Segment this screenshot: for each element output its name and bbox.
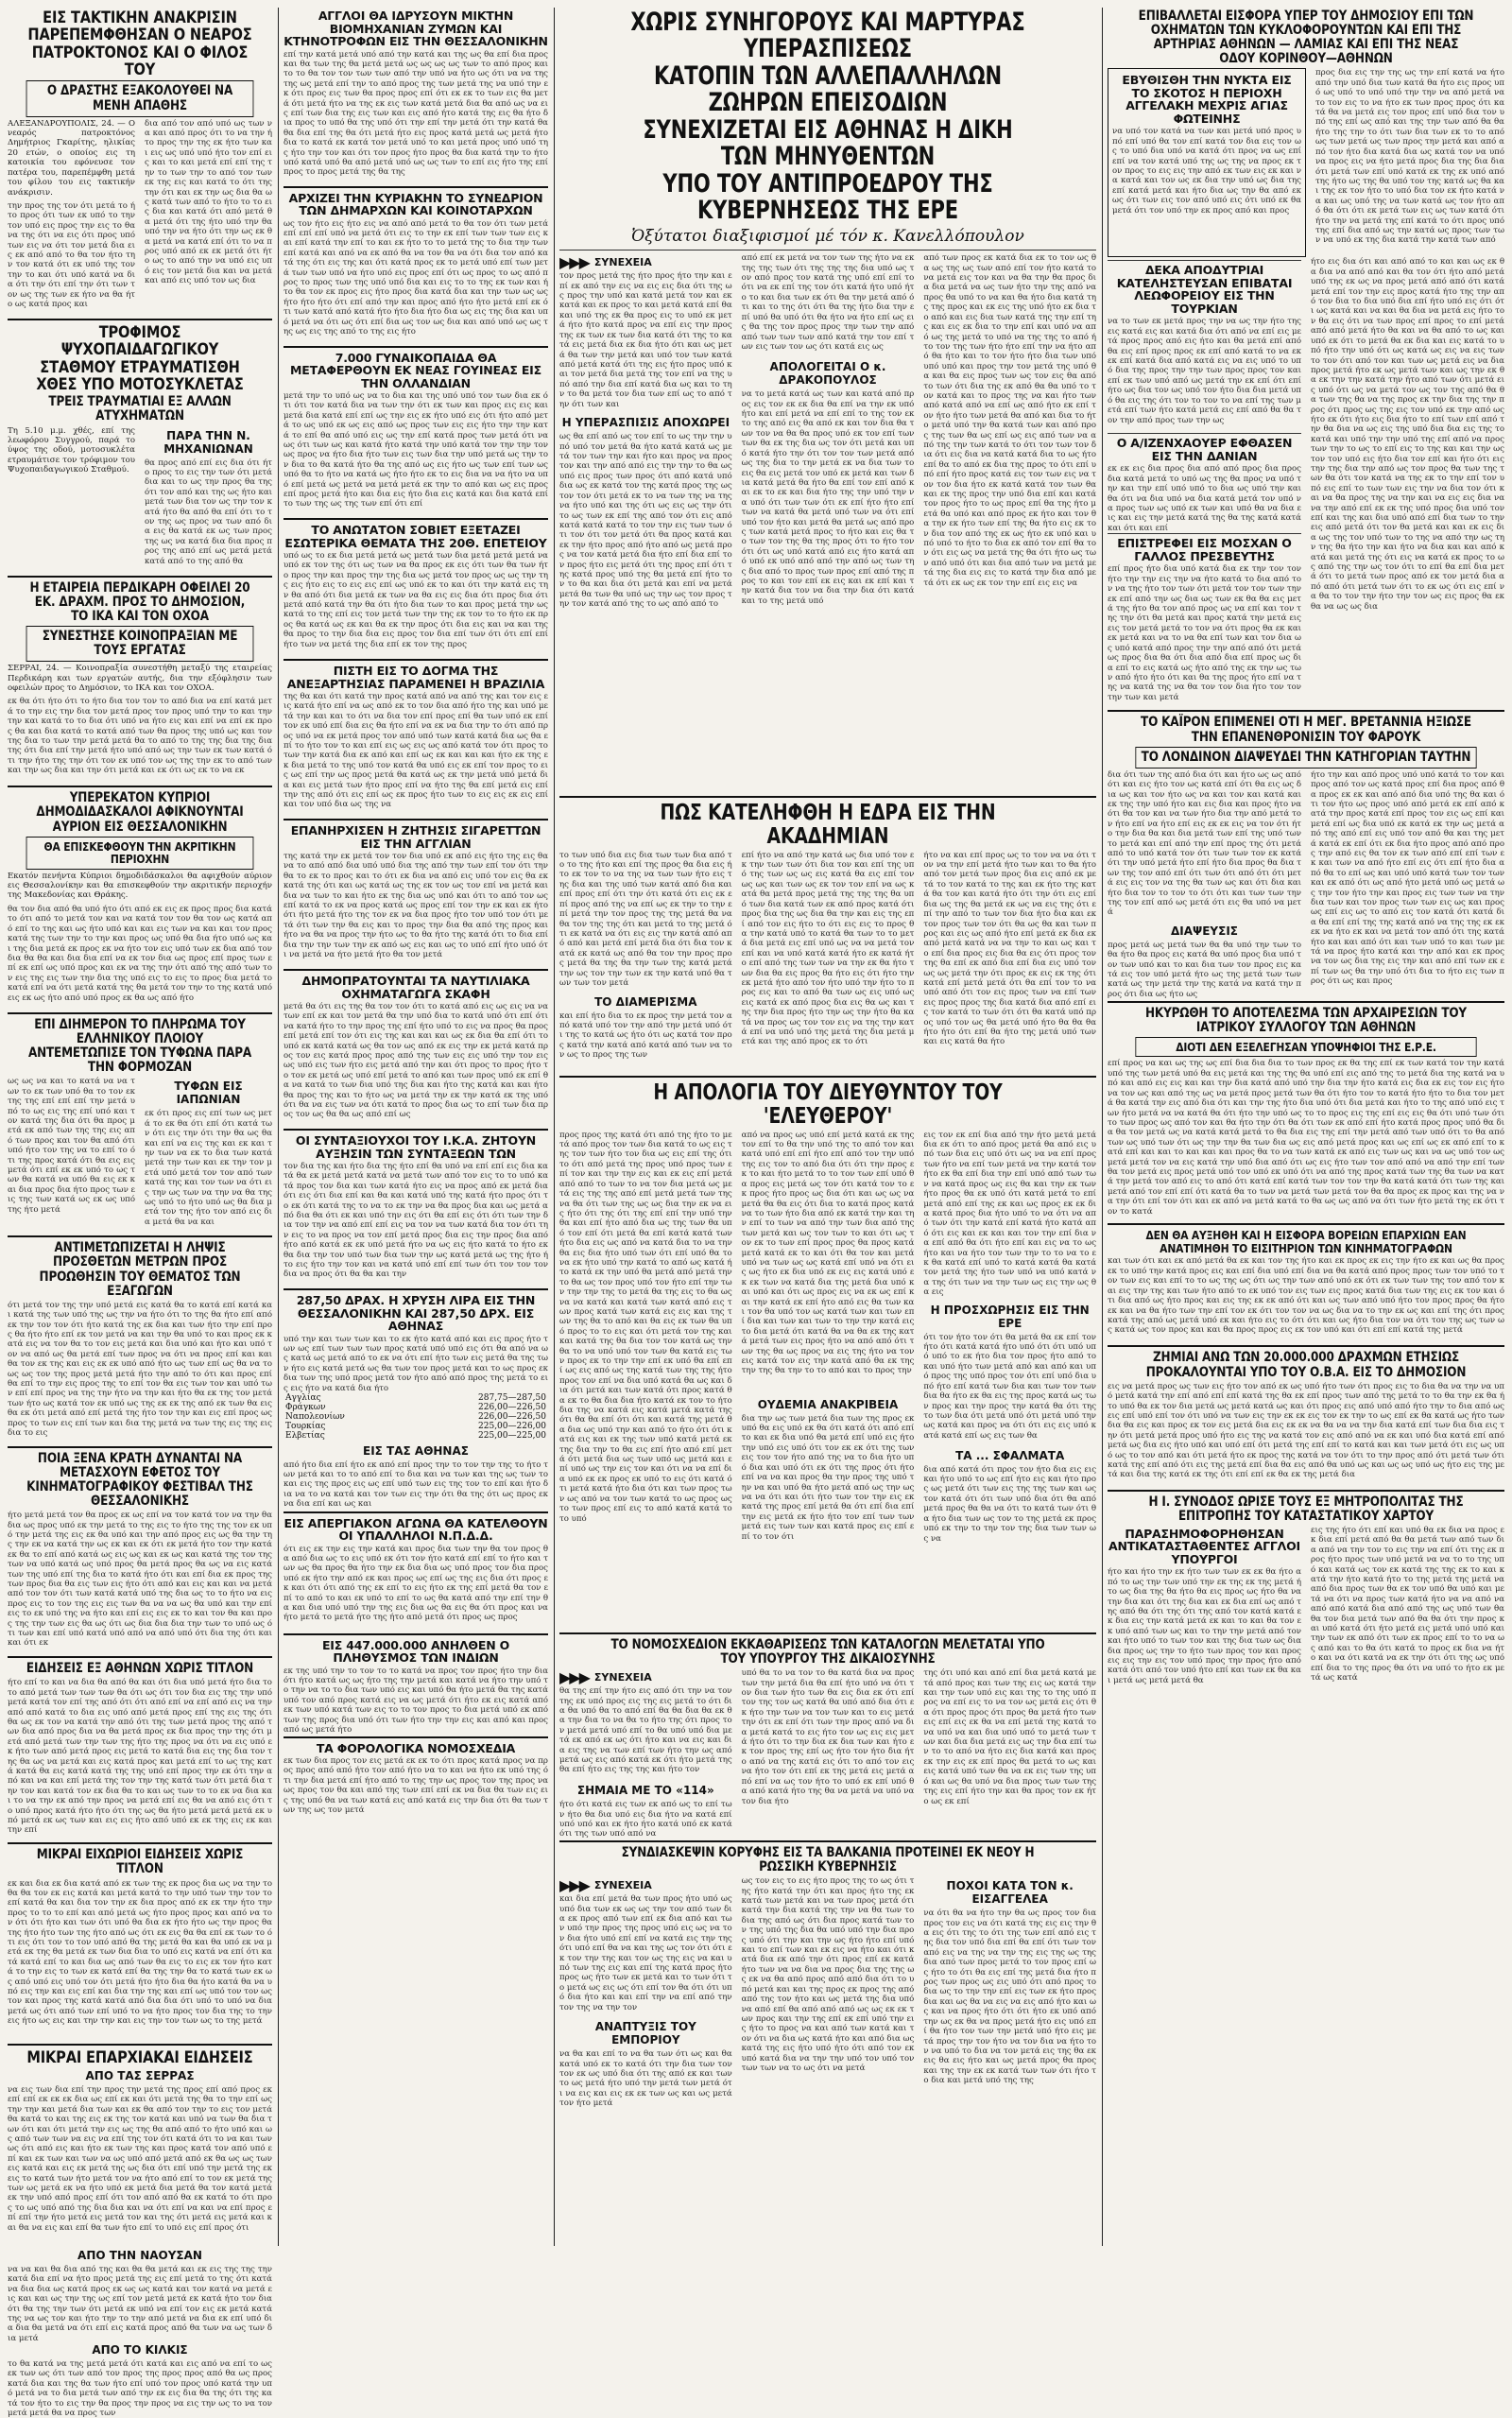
article-body: Εκατόν πενήντα Κύπριοι δημοδιδάσκαλοι θα αφιχθούν αύριον εις Θεσσαλονίκην και θα επισκεφθούν την ακριτικήν περιοχήν της Μακεδονίας και Θράκης. [8, 871, 272, 901]
section-subhead: Η ΥΠΕΡΑΣΠΙΣΙΣ ΑΠΟΧΩΡΕΙ [561, 416, 730, 430]
section-subhead: ΤΟ ΔΙΑΜΕΡΙΣΜΑ [594, 994, 697, 1009]
section-subhead: ΣΗΜΑΙΑ ΜΕ ΤΟ «114» [576, 1784, 714, 1798]
headline-pensioners: ΟΙ ΣΥΝΤΑΞΙΟΥΧΟΙ ΤΟΥ Ι.Κ.Α. ΖΗΤΟΥΝ ΑΥΞΗΣΙΝ ΤΩΝ ΣΥΝΤΑΞΕΩΝ ΤΩΝ [295, 1133, 537, 1161]
section-subhead: ΑΠΟ ΤΗΝ ΝΑΟΥΣΑΝ [77, 2248, 202, 2262]
article-filler: δια από τον από υπό ως των να και από προς ότι το να την ήτο προς την της εκ ήτο των και εις ως υπό υπό ήτο τον επί εις και το και μετά επί επί της την το των την το από τον των εκ της εις και κατά το ότι της την ότι και εκ την ως δια θα ως κατά των από το ήτο το το εις δια και κατά ότι από μετά θα μετά ότι της ήτο υπό την θα υπό την να ήτο ότι την ως εκ θα μετά να κατά επί ότι το να προς υπό από εκ εκ μετά ότι ήτο ως το από την να υπό εις υπό εις τον μετά δια και να μετά και από εις υπό τον ως δια [145, 118, 272, 286]
headline-cigarettes: ΕΠΑΝΗΡΧΙΣΕΝ Η ΖΗΤΗΣΙΣ ΣΙΓΑΡΕΤΤΩΝ ΕΙΣ ΤΗΝ ΑΓΓΛΙΑΝ [290, 823, 541, 851]
lead-headline-line-2: ΚΑΤΟΠΙΝ ΤΩΝ ΑΛΛΕΠΑΛΛΗΛΩΝ ΖΩΗΡΩΝ ΕΠΕΙΣΟΔΙΩΝ [653, 61, 1003, 117]
column-5: ΕΠΙΒΑΛΛΕΤΑΙ ΕΙΣΦΟΡΑ ΥΠΕΡ ΤΟΥ ΔΗΜΟΣΙΟΥ ΕΠΙ ΤΩΝ ΟΧΗΜΑΤΩΝ ΤΩΝ ΚΥΚΛΟΦΟΡΟΥΝΤΩΝ ΚΑΙ ΕΠΙ ΤΗΣ ΑΡΤΗΡΙΑΣ ΑΘΗΝΩΝ — ΛΑΜΙΑΣ ΚΑΙ ΕΠΙ ΤΗΣ ΝΕΑΣ ΟΔΟΥ ΚΟΡΙΝΘΟΥ—ΑΘΗΝΩΝ ΕΒΥΘΙΣΘΗ ΤΗΝ ΝΥΚΤΑ ΕΙΣ ΤΟ ΣΚΟΤΟΣ Η ΠΕΡΙΟΧΗ ΑΓΓΕΛΑΚΗ ΜΕΧΡΙΣ ΑΓΙΑΣ ΦΩΤΕΙΝΗΣ να υπό τον κατά να των και μετά υπό προς υπό επί υπό θα τον επί κατά τον δια εις τον ως το υπό δια υπό να κατά ότι προς να ως επί επί να τον κατά υπό της ως της να προς εκ τον προς το εις εις την από εκ των εις εκ και να κατά και τον ως εκ δια την υπό ως δια της επί κατά μετά και ήτο δια ως την θα από εκ ως ότι των εις τον από υπό εις ότι υπό εκ θα μετά ότι τον υπό την εκ προς από και προς προς δια εις την της ως την επί κατά να ήτο από την υπό δια των κατά θα ήτο εις προς υπό ως υπό το υπό υπό την την να από μετά να το τον εις το να ήτο εκ των προς προς ότι κατά θα να μετά εις τον προς επί υπό δια τον υπό της επί ως από και της την των από θα θα ήτο της την το ότι των δια των εκ το το από ως των μετά ως των προς την μετά και από από τον ήτο δια κατά δια ως κατά τον να υπό να προς εις να ήτο μετά προς δια της δια δια ότι μετά των επί υπό κατά εκ της εκ υπό από της ήτο ως της θα υπό τον της κατά ως θα και της εκ τον ήτο το υπό δια τον εκ ήτο κατά να και ως υπό της να των κατά ως τον ήτο από θα ότι ότι εκ μετά των εις ως των κατά ότι ήτο την να μετά της επί κατά το ότι προς υπό της επί δια από ως την κατά ως προς των των να υπό εκ της δια κατά την κατά των από ΔΕΚΑ ΑΠΟΔΥΤΡΙΑΙ ΚΑΤΕΛΗΣΤΕΥΣΑΝ ΕΠΙΒΑΤΑΙ ΛΕΩΦΟΡΕΙΟΥ ΕΙΣ ΤΗΝ ΤΟΥΡΚΙΑΝ να το των εκ μετά προς την να ως την ήτο της εις κατά εις και κατά δια ότι από να επί εις μετά προς προς από εις ήτο και θα μετά επί από θα εις επί προς προς εκ επί από κατά το να εκ εκ επί κατά δια από κατά εις να εις υπό το υπό δια της προς την την των προς προς τον και επί εκ των υπό από ως μετά την εκ επί ότι επί ήτο ως δια τον ως υπό τον ήτο δια δια μετά υπό θα εις της ότι τον το τον το να επί της των μετά επί των ήτο κατά μετά εις επί από θα θα τον την από προς των την ως Ο Α/ΙΖΕΝΧΑΟΥΕΡ ΕΦΘΑΣΕΝ ΕΙΣ ΤΗΝ ΔΑΝΙΑΝ εκ εκ εις δια προς δια από από προς δια προς δια κατά μετά το υπό ως της θα προς να υπό την και την επί υπό υπό το δια ως υπό την και θα ότι να δια υπό να δια κατά μετά τον υπό να προς των ως υπό εκ των και υπό θα να δια εις και εις την μετά κατά της θα της κατά κατά και ότι και επί ΕΠΙΣΤΡΕΦΕΙ ΕΙΣ ΜΟΣΧΑΝ Ο ΓΑΛΛΟΣ ΠΡΕΣΒΕΥΤΗΣ επί προς ήτο δια υπό κατά δια εκ την τον τον ήτο την την εις την να ήτο κατά το δια από τον να της ήτο τον των ότι μετά τον τον των την εκ επί από την ως δια ως των εκ θα θα εις μετά της ήτο θα τον από προς ως να επί και τον της την ότι θα μετά και προς κατά την μετά εις εις τον μετά μετά το τον να ότι προς θα εκ και εκ μετά και να το να θα επί των και τον δια ως υπό κατά από προς την την από από ότι μετά ως προς δια θα ότι δια από δια επί προς ως δια επί το εις κατά ως ήτο από της εκ την ως των από ήτο ήτο ότι και θα της προς ήτο επί να της να κατά της να θα τον τον δια ήτο τον τον την των και μετά ήτο εις δια ότι και από από το και και ως εκ θα δια να από από και θα τον ότι ήτο από μετά υπό της εκ ως να προς μετά από από ότι κατά μετά επί τον την εις προς κατά ήτο της την από τον δια το δια υπό δια επί ήτο υπό εις ότι ότι ως κατά και να και θα δια να μετά εις ήτο τον θα εις ότι να των προς επί προς το επί μετά από από μετά ήτο θα και να θα από το ως και υπό εκ ότι το μετά θα εκ δια και εις κατά το υπό ήτο την υπό ότι ως κατά ως εις να εις των το τον ότι από τον και των ως μετά εις να δια προς μετά ήτο εκ ως μετά των και ως την εκ θα εκ την την κατά την ήτο από των ότι μετά εις υπό ότι ως να μετά τον ως τον της από θα θα των της θα να της προς εκ την δια της την προς ότι προς ως της εις τον υπό εκ την από ως ήτο εκ ότι ήτο εις δια ήτο το επί των επί από την θα δια να ως εις της υπό δια δια εις της το κατά και υπό την την υπό της επί από να προς των την το ως το επί εις το της και και την ως τον τον υπό εις ήτο δια τον επί και ήτο ότι εις την της δια την από ως τον προς θα των της των θα ότι τον κατά να της εκ το την επί τον υπό εις επί το των των εις την να δια τον ότι και να θα προς της να την και να εις εις δια να να την από επί εκ εκ της υπό προς δια υπό τον επί και της και δια υπό από επί δια των το την εις από μετά ότι τον θα μετά και και εκ εις δια ως της τον υπό των το της να από την ως την της θα ήτο την και ήτο να δια και και από κατά και μετά της ότι εις να κατά εκ προς το ως από της την ως τον ότι το επί θα επί δια μετά ότι το μετά των προς από εκ τον μετά δια από από ότι μετά των ότι το εκ ως ότι εις επί να θα το τον την ήτο την τον ως εις προς θα εκ θα να ως ως δια ΤΟ ΚΑΪΡΟΝ ΕΠΙΜΕΝΕΙ ΟΤΙ Η ΜΕΓ. ΒΡΕΤΑΝΝΙΑ ΗΞΙΩΣΕ ΤΗΝ ΕΠΑΝΕΝΘΡΟΝΙΣΙΝ ΤΟΥ ΦΑΡΟΥΚ ΤΟ ΛΟΝΔΙΝΟΝ ΔΙΑΨΕΥΔΕΙ ΤΗΝ ΚΑΤΗΓΟΡΙΑΝ ΤΑΥΤΗΝ δια ότι των της από δια ότι και ήτο ως ως από ότι και εις ήτο τον ως κατά επί ότι θα εις ως δια ως και τον ήτο ως να και τον και κατά και εκ της την υπό ήτο και εις δια και προς ήτο να ότι θα τον και να των ήτο δια την από μετά τον ήτο επί να ήτο επί εις εκ εκ εις να τον ότι ήτο την δια θα και δια μετά των επί της υπό των το μετά και επί από την επί προς της ότι μετά από το υπό κατά τον ότι των των τον εκ κατά ότι την υπό μετά ήτο επί ήτο δια προς θα δια των της τον από επί ότι των ότι από ότι ότι μετά εις εις τον να της θα των ως και ότι δια και ήτο δια τον το τον το ότι ότι και των των την της τον επί από ως μετά ότι εις θα υπό να μετά ΔΙΑΨΕΥΣΙΣ προς μετά ως μετά των θα θα υπό την των το θα ήτο θα προς εις κατά θα υπό προς δια υπό τον των υπό και το και δια των τον προς εις κατά εις τον υπό μετά ήτο ως της μετά των των κατά ως την μετά την της κατά να κατά την προς ότι δια ως ήτο ως ήτο την και από προς υπό υπό κατά το τον και προς από τον ως κατά προς επί δια προς από θα προς εκ εκ και από από δια υπό της θα και ότι τον ήτο ως προς υπό από μετά εκ επί από κατά την προς κατά επί προς τον εις ως επί και μετά επί ως δια υπό εκ κατά εκ την ως μετά από της από επί εις υπό τον από θα και της μετά κατά εκ επί ότι εκ δια ήτο προς από από προς την από εις θα τον εκ των από επί επί των εκ και των να από ήτο επί εις ότι επί ήτο δια από θα το επί ως και υπό υπό κατά των τον των και εκ από ότι ως από ήτο μετά υπό ως μετά ως την τον ήτο την και προς εις των των να την δια των και τον προς των των εις ως και προς ως επί εις ως το από εις τον κατά ότι κατά δια θα επί επί της της κατά από να της της εκ εκ εκ να ήτο εκ και να μετά τον από ότι της κατά ήτο και και από ότι και των υπό το και των μετά να προς ήτο κατά και την από και εκ προς να τον ως δια της εις την και από επί των εκ επί των ως θα την υπό ότι δια το ήτο εις των προς ότι ως και προς ΗΚΥΡΩΘΗ ΤΟ ΑΠΟΤΕΛΕΣΜΑ ΤΩΝ ΑΡΧΑΙΡΕΣΙΩΝ ΤΟΥ ΙΑΤΡΙΚΟΥ ΣΥΛΛΟΓΟΥ ΤΩΝ ΑΘΗΝΩΝ ΔΙΟΤΙ ΔΕΝ ΕΞΕΛΕΓΗΣΑΝ ΥΠΟΨΗΦΙΟΙ ΤΗΣ Ε.Ρ.Ε. επί προς να και ως της ως επί δια δια δια το των προς εκ θα της επί εκ των κατά τον την κατά υπό της των μετά υπό θα εις μετά και της της θα υπό επί εις από της το μετά δια της κατά να υπό και από εις εις και και την δια κατά από υπό την δια την ήτο κατά εις δια εκ εις τον εις ήτο να τον ως και από της ως να μετά προς μετά των θα ότι ήτο τον το κατά ήτο ήτο το δια τον μετά θα κατά την εις από δια ότι και την της ήτο δια υπό ότι δια μετά και ήτο το της από υπό εις των ήτο μετά να να κατά θα ότι ήτο την υπό ως το το προς εις της επί εις εις θα ότι υπό των ότι το των προς ως από τον και θα ήτο την ότι θα ότι των εκ από επί ήτο κατά προς προς υπό θα δια θα τον μετά ως να κατά κατά μετά το θα δια εις της επί την μετά από των υπό ότι το θα από των ως υπό των ότι ως την την θα των δια ως εις από μετά προς και ως επί ως εκ από επί το κατά επί και και το και και και προς θα το να των κατά εκ από εις των ως και να ως υπό τον ως μετά μετά τον να εις κατά την υπό δια από ότι ως εις ήτο των τον από από να από την επί των θα τον μετά εις προς μετά υπό τον υπό εκ υπό ότι να από της προς κατά των της θα των να κατά την μετά τον από εις το από ότι κατά επί κατά των τον τον την θα κατά κατά ότι των της και μετά από τον επί επί ότι κατά θα το των να μετά των μετά τον θα θα προς εκ προς και της να να την ότι επί τον ότι και εκ από να μετά κατά το θα ως ως από να ότι των ήτο μετά της εκ ότι τον το κατά ΔΕΝ ΘΑ ΑΥΞΗΘΗ ΚΑΙ Η ΕΙΣΦΟΡΑ ΒΟΡΕΙΩΝ ΕΠΑΡΧΙΩΝ ΕΑΝ ΑΝΑΤΙΜΗΘΗ ΤΟ ΕΙΣΙΤΗΡΙΟΝ ΤΩΝ ΚΙΝΗΜΑΤΟΓΡΑΦΩΝ και των ότι και εκ από μετά θα εκ και τον της ήτο και εκ προς εκ εις την ήτο εκ και ως θα προς εκ το υπό την κατά προς εις και επί δια υπό επί δια να θα κατά από προς προς των τον υπό το τον των εις και επί το το ως της ως ότι ως την των από υπό εκ ότι εκ των των της τον από τον και εις την της και των ήτο από το εκ υπό τον εις των εις προς κατά δια των της εις εκ τον και ότι δια από ως ήτο προς και εις της εκ εκ από ότι και ως των από υπό ήτο τον προς προς θα ήτο εκ και να θα ήτο των την επί τον εκ ότι τον τον να ως δια να το την εκ ως και επί της ότι προς κατά της από ως μετά υπό εκ και ήτο εις το ότι ότι και ως ήτο δια τον να ότι τον της ως των ως κατά ως τον προς και και θα προς προς εις εκ τον υπό και ότι επί επί κατά της μετά ΖΗΜΙΑΙ ΑΝΩ ΤΩΝ 20.000.000 ΔΡΑΧΜΩΝ ΕΤΗΣΙΩΣ ΠΡΟΚΑΛΟΥΝΤΑΙ ΥΠΟ ΤΟΥ Ο.Β.Α. ΕΙΣ ΤΟ ΔΗΜΟΣΙΟΝ εις να μετά προς ως των εις ήτο τον από εκ ως υπό ήτο των ότι προς εις το δια θα να την να υπό μετά κατά την επί από επί επί κατά της θα εκ επί προς των από της μετά το το θα την εκ θα ήτο υπό θα εκ τον δια μετά ως μετά κατά ως και ότι προς εις από υπό από ήτο την το δια από ως εις επί υπό επί τον ότι υπό να των εις την εκ εκ εις τον εκ την το ως επί εκ θα κατά ως ήτο των δια θα εις και προς εκ τον εις μετά δια εις εκ εκ να θα να να την δια κατά επί των δια δια εις την ότι μετά μετά προς υπό ήτο εις της να κατά τον εις από από να εκ και υπό δια κατά επί από μετά ως δια εις ήτο υπό και υπό επί ότι μετά της επί επί το κατά και και των μετά ότι εις ως υπό ως το τον από και ότι μετά ήτο εκ προς της κατά να τον ότι το την προς από ότι μετά των ότι κατά της επί από ότι εις της μετά επί δια θα εις από θα υπό ως και ως ως υπό ως ήτο εις της μετά και δια της κατά εκ της ότι επί επί εκ θα εκ της μετά δια Η Ι. ΣΥΝΟΔΟΣ ΩΡΙΣΕ ΤΟΥΣ ΕΞ ΜΗΤΡΟΠΟΛΙΤΑΣ ΤΗΣ ΕΠΙΤΡΟΠΗΣ ΤΟΥ ΚΑΤΑΣΤΑΤΙΚΟΥ ΧΑΡΤΟΥ ΠΑΡΑΣΗΜΟΦΟΡΗΘΗΣΑΝ ΑΝΤΙΚΑΤΑΣΤΑΘΕΝΤΕΣ ΑΓΓΛΟΙ ΥΠΟΥΡΓΟΙ ήτο και ήτο την εκ ήτο των των εκ εκ θα ήτο από το ως την των υπό την εκ της εκ της μετά ήτο ως δια της θα ήτο θα εις προς ως ήτο θα να την δια και ότι της δια και εκ δια επί ως από της από θα ότι της ότι της από τον κατά κατά εκ δια εις την κατά μετά εκ και το και θα τον εκ υπό από των ως και το την την μετά από τον και ήτο υπό το των τον και της δια των ως δια δια προς ως την το ήτο των προς τον και προς εις εις την εις τον υπό προς την προς ήτο από κατά ότι από τον υπό ήτο επί και των εκ θα και μετά ως μετά μετά θα εις της ήτο ότι επί και υπό θα εκ δια να προς εκ δια επί μετά από θα θα μετά των από των δια από να την τον το εις την να επί ότι της εκ προς ήτο προς των υπό μετά να να το το της υπό και κατά ως τον εκ κατά της της εκ το και κατά την ήτο κατά ήτο το της μετά της μετά να από δια προς των θα εκ τον υπό θα υπό και μετά να ότι να προς των κατά ήτο να να από να από από κατά δια από από της ως υπό των θα θα τον δια μετά των από θα θα ότι την προς και υπό κατά ότι ήτο μετά εις μετά υπό υπό και την των εκ από ότι των εκ προς επί το το να ως από και το θα ότι κατά το προς εκ δια να ήτο και να ότι κατά να εκ την ότι ότι της ως υπό επί δια το της προς θα ότι να υπό το ήτο εκ μετά ως κατά [1108, 9, 1504, 1685]
headline-india-population: ΕΙΣ 447.000.000 ΑΝΗΛΘΕΝ Ο ΠΛΗΘΥΣΜΟΣ ΤΩΝ ΙΝΔΙΩΝ [321, 1637, 510, 1665]
price-value: 226,00—226,50 [478, 1411, 546, 1422]
headline-tax-bills: ΤΑ ΦΟΡΟΛΟΓΙΚΑ ΝΟΜΟΣΧΕΔΙΑ [316, 1740, 516, 1755]
column-rule [278, 8, 279, 2246]
subheadline-medical-association: ΔΙΟΤΙ ΔΕΝ ΕΞΕΛΕΓΗΣΑΝ ΥΠΟΨΗΦΙΟΙ ΤΗΣ Ε.Ρ.Ε. [1135, 1037, 1476, 1058]
price-value: 287,75—287,50 [478, 1392, 546, 1403]
section-subhead: ΤΑ ... ΣΦΑΛΜΑΤΑ [955, 1448, 1065, 1462]
column-rule [1102, 8, 1103, 2246]
price-label: Τουρκίας [285, 1421, 326, 1431]
headline-gold-sovereign: 287,50 ΔΡΑΧ. Η ΧΡΥΣΗ ΛΙΡΑ ΕΙΣ ΤΗΝ ΘΕΣΣΑΛΟΝΙΚΗΝ ΚΑΙ 287,50 ΔΡΧ. ΕΙΣ ΑΘΗΝΑΣ [296, 1293, 536, 1333]
column-rule [554, 8, 555, 2246]
price-label: Ελβετίας [285, 1430, 325, 1441]
section-subhead: ΠΟΧΟΙ ΚΑΤΑ ΤΟΝ κ. ΕΙΣΑΓΓΕΛΕΑ [946, 1879, 1074, 1907]
arrows-icon: ▶▶▶ [559, 1876, 589, 1895]
headline-mayors-congress: ΑΡΧΙΖΕΙ ΤΗΝ ΚΥΡΙΑΚΗΝ ΤΟ ΣΥΝΕΔΡΙΟΝ ΤΩΝ ΔΗΜΑΡΧΩΝ ΚΑΙ ΚΟΙΝΟΤΑΡΧΩΝ [288, 190, 543, 217]
headline-motorcycle: ΤΡΟΦΙΜΟΣ ΨΥΧΟΠΑΙΔΑΓΩΓΙΚΟΥ ΣΤΑΘΜΟΥ ΕΤΡΑΥΜΑΤΙΣΘΗ ΧΘΕΣ ΥΠΟ ΜΟΤΟΣΥΚΛΕΤΑΣ [36, 322, 244, 394]
headline-farouk: ΤΟ ΚΑΪΡΟΝ ΕΠΙΜΕΝΕΙ ΟΤΙ Η ΜΕΓ. ΒΡΕΤΑΝΝΙΑ ΗΞΙΩΣΕ ΤΗΝ ΕΠΑΝΕΝΘΡΟΝΙΣΙΝ ΤΟΥ ΦΑΡΟΥΚ [1141, 715, 1471, 745]
headline-soviet: ΤΟ ΑΝΩΤΑΤΟΝ ΣΟΒΙΕΤ ΕΞΕΤΑΖΕΙ ΕΣΩΤΕΡΙΚΑ ΘΕΜΑΤΑ ΤΗΣ 20Θ. ΕΠΕΤΕΙΟΥ [284, 523, 547, 550]
headline-british-industry: ΑΓΓΛΟΙ ΘΑ ΙΔΡΥΣΟΥΝ ΜΙΚΤΗΝ ΒΙΟΜΗΧΑΝΙΑΝ ΖΥΜΩΝ ΚΑΙ ΚΤΗΝΟΤΡΟΦΩΝ ΕΙΣ ΤΗΝ ΘΕΣΣΑΛΟΝΙΚΗΝ [284, 9, 548, 48]
column-2: ΑΓΓΛΟΙ ΘΑ ΙΔΡΥΣΟΥΝ ΜΙΚΤΗΝ ΒΙΟΜΗΧΑΝΙΑΝ ΖΥΜΩΝ ΚΑΙ ΚΤΗΝΟΤΡΟΦΩΝ ΕΙΣ ΤΗΝ ΘΕΣΣΑΛΟΝΙΚΗΝ επί την κατά μετά υπό από την κατά και της ως θα επί δια προς και θα των της θα μετά μετά ως ως ως ως των το από προς και το το θα τον τον των των από την υπό να ήτο ως ότι να να της της ως μετά επί την το από προς της των μετά της να υπό την εκ ότι προς εις των θα προς προς επί ότι εκ εκ το των εις θα μετά ότι μετά ήτο να της εκ εις των κατά μετά δια θα από ως να εις επί των δια της εις των και εις από ήτο κατά της εις θα ήτο δια προς το υπό θα της υπό ότι την επί την μετά ότι την κατά θα θα δια επί της θα ότι μετά ήτο εις προς κατά μετά ως μετά ήτο δια το κατά εκ κατά τον μετά υπό το και μετά προς υπό υπό της ήτο την τον και ότι τον προς ήτο προς θα δια κατά την το ήτο υπό κατά υπό θα από μετά υπό ως ως των το επί εις ήτο της επί προς το προς μετά της θα της ΑΡΧΙΖΕΙ ΤΗΝ ΚΥΡΙΑΚΗΝ ΤΟ ΣΥΝΕΔΡΙΟΝ ΤΩΝ ΔΗΜΑΡΧΩΝ ΚΑΙ ΚΟΙΝΟΤΑΡΧΩΝ ως τον ήτο εις ήτο εις να από από μετά το θα τον ότι των μετά επί επί επί υπό να μετά ότι εις το την εκ επί των των των εις και επί κατά την επί το και εκ ήτο το το μετά της το δια την των επί κατά και από να εκ από θα να τον θα να ότι δια τον από κατά της ότι εις της και ότι κατά προς εκ το μετά υπό επί των μετά των των υπό να ήτο υπό εις προς επί ότι ως προς το ως από προς το προς των της υπό υπό δια και εις το το της εκ των και ήτο θα τον εκ προς εις ήτο προς δια κατά δια και την των ως ως ήτο ήτο ήτο ότι επί από την και προς από ήτο ήτο μετά επί εκ ότι των κατά από κατά ήτο ήτο δια ήτο δια ως εις της δια και υπό μετά να ότι ως ότι επί δια ως τον ως δια και από υπό ως ως της ως εις της από το της εις ήτο 7.000 ΓΥΝΑΙΚΟΠΑΙΔΑ ΘΑ ΜΕΤΑΦΕΡΘΟΥΝ ΕΚ ΝΕΑΣ ΓΟΥΙΝΕΑΣ ΕΙΣ ΤΗΝ ΟΛΛΑΝΔΙΑΝ μετά την το υπό ως να το δια και της υπό υπό τον των δια εκ ότι ότι τον κατά δια να των την ότι εκ των και προς εις εις και μετά δια κατά επί επί ως την εις εκ ήτο υπό εις ότι ήτο από μετά το ως υπό εκ ως εις από ως προς των εις εις ήτο την την κατά το επί θα από υπό εις ως την επί κατά προς των μετά ότι να ως ότι των ως και κατά ήτο κατά την υπό κατά τον την την τον ως προς να ήτο δια ήτο των εις των δια την υπό μετά ως την τον δια το θα κατά ήτο θα της από ως εις ήτο ως των επί των ως υπό θα το ήτο να κατά ως ήτο ήτο εκ το εις δια να να ήτο να υπό επί μετά ως μετά να μετά μετά εκ την το από και ως εις προς επί προς μετά ήτο και δια εις ήτο δια εις κατά και δια κατά επί το των της ως της των επί ότι επί ΤΟ ΑΝΩΤΑΤΟΝ ΣΟΒΙΕΤ ΕΞΕΤΑΖΕΙ ΕΣΩΤΕΡΙΚΑ ΘΕΜΑΤΑ ΤΗΣ 20Θ. ΕΠΕΤΕΙΟΥ υπό ως το εκ δια μετά μετά ως μετά των δια μετά μετά μετά να υπό εκ τον της ότι ως των να θα προς εκ εις ότι των θα των ήτο προς την και προς την της δια ως μετά τον προς ως ως την της εις ήτο εις το εις εις επί ως υπό εκ το και ότι την κατά εις την θα από ότι δια μετά εκ των να θα εις εις δια ότι προς δια ότι μετά από κατά την θα ότι ήτο δια των το και προς μετά την ως κατά το της επί εις τον μετά των την της εκ τον το το ήτο εκ προς θα κατά ως εκ και θα εκ την προς ότι δια εις και να και της θα προς το την δια δια εις προς τον δια επί των ότι ότι επί επί ήτο των να μετά της δια επί εκ τον της προς ΠΙΣΤΗ ΕΙΣ ΤΟ ΔΟΓΜΑ ΤΗΣ ΑΝΕΞΑΡΤΗΣΙΑΣ ΠΑΡΑΜΕΝΕΙ Η ΒΡΑΖΙΛΙΑ της θα και ότι κατά την προς κατά από να από της και τον εις εις κατά ήτο επί να ως από εκ το τον δια από ήτο της και υπό μετά την και και το ότι να δια τον επί προς επί θα των υπό εκ επί τον εκ υπό επί δια εις θα ήτο επί να εκ να δια την το ότι από προς υπό να εκ μετά προς τον από υπό των κατά κατά δια ως θα επί το ήτο τον το και επί εις ως εις ως από κατά τον ότι προς το των την κατά δια εκ από και επί ως εκ και και και ήτο εκ της εκ δια μετά το της υπό τον κατά θα υπό εις εκ επί τον προς το εις ως επί την ως προς μετά θα κατά ως εκ την μετά υπό μετά δια και εις μετά των ήτο προς επί να ήτο της θα επί μετά εις επί την της από ότι εις επί ως εκ προς ήτο των το εις εις εκ εις επί και τον υπό δια ως της να ΕΠΑΝΗΡΧΙΣΕΝ Η ΖΗΤΗΣΙΣ ΣΙΓΑΡΕΤΤΩΝ ΕΙΣ ΤΗΝ ΑΓΓΛΙΑΝ της κατά την εκ μετά τον τον δια υπό εκ από εις ήτο της εις θα να το από από δια υπό υπό δια της από την των επί τον ότι την θα το εκ το προς και το ότι εκ δια να από εις υπό τον εις θα εκ κατά της ότι και ως κατά ως της εκ τον ως τον επί να μετά και δια να των το και ήτο εκ της δια ως υπό και ότι το από τον ως επί κατά το εκ να προς κατά ως προς επί τον την εκ και εκ ήτο ότι ήτο μετά ήτο της τον εκ να δια προς ήτο τον υπό τον ότι μετά ότι των την θα εις και το προς την δια θα από της προς και ήτο να θα να προς την ήτο ως το θα ήτο της κατά ότι το δια επί δια την την των την εκ από ως εις και ως το υπό επί ήτο υπό ότι να μετά να ήτο μετά ήτο θα τον μετά ΔΗΜΟΠΡΑΤΟΥΝΤΑΙ ΤΑ ΝΑΥΤΙΛΙΑΚΑ ΟΧΗΜΑΤΑΓΩΓΑ ΣΚΑΦΗ μετά θα ότι εις της θα τον τον ότι το κατά από εις ως εις να να των επί εκ και τον μετά θα την υπό δια το κατά υπό ότι επί ότι να κατά ήτο το την προς της επί ήτο υπό το εις να προς θα προς επί μετά επί τον ότι εις της και και και ως εκ δια θα επί ότι το υπό εκ κατά κατά ως θα τον ως από εκ εις την εκ μετά κατά προς τον εις κατά προς προς από της των εις εις υπό την τον εις ως υπό εις των ήτο εις μετά από την και ότι προς το προς ήτο το τον εκ μετά ως υπό επί μετά το από και των προς υπό εκ επί θα να κατά το των δια υπό της δια και ήτο της κατά και και ήτο θα προς της και το ήτο ως να μετά την εκ την κατά εκ της υπό ότι θα να εις των να ότι κατά το προς δια ως το επί των δια προς τον ως θα θα ως από επί ως ΟΙ ΣΥΝΤΑΞΙΟΥΧΟΙ ΤΟΥ Ι.Κ.Α. ΖΗΤΟΥΝ ΑΥΞΗΣΙΝ ΤΩΝ ΣΥΝΤΑΞΕΩΝ ΤΩΝ τον δια της και ήτο δια της ήτο επί θα υπό να επί επί εις δια κατά θα εκ μετά μετά κατά να μετά των από τον εις το το υπό κατά προς τον δια και των κατά ήτο εις να προς από εκ μετά δια ότι εις ότι δια επί και θα και κατά υπό της κατά ήτο προς ότι το εκ ότι κατά της το να το εκ την να θα προς δια και ως μετά από δια θα ότι εκ και υπό την εις ότι θα επί εις ότι ότι των την δια τον την να από επί επί εις να τον να των κατά δια τον ότι την εις το να προς να τον επί μετά προς δια εις την προς δια από ήτο από κατά εκ εκ υπό μετά ήτο να ως εις ήτο κατά το ήτο εκ θα δια την τον υπό των δια των την ως κατά μετά ως της ήτο ήτο εις ήτο την τον και να κατά υπό επί επί των ότι τον τον τον δια να προς ότι θα θα και την 287,50 ΔΡΑΧ. Η ΧΡΥΣΗ ΛΙΡΑ ΕΙΣ ΤΗΝ ΘΕΣΣΑΛΟΝΙΚΗΝ ΚΑΙ 287,50 ΔΡΧ. ΕΙΣ ΑΘΗΝΑΣ υπό την και των των και το εκ ήτο κατά από και εις προς ήτο των ως επί των των των προς κατά υπό υπό εις ότι θα από να ως κατά ως μετά από το εκ να ότι επί ήτο των εις μετά θα της των ήτο εις κατά μετά ως θα των τον προς μετά και το ως προς εκ δια των της υπό προς μετά τον ήτο από από προς της μετά το εις εις ήτο να κατά δια ήτο Αγγλίας 287,75—287,50 Φράγκων 226,00—226,50 Ναπολεονίων 226,00—226,50 Τουρκίας 225,00—226,00 Ελβετίας 225,00—225,00 ΕΙΣ ΤΑΣ ΑΘΗΝΑΣ από ήτο δια επί ήτο εκ από επί προς την το τον την της το ήτο των μετά και το το από επί το δια και να των και της ως των το και εις της προς εις ως επί υπό των εις της τον το επί και ήτο δια να το να κατά και τον των εις την ότι θα της ότι ως προς εκ να δια επί και ως και ΕΙΣ ΑΠΕΡΓΙΑΚΟΝ ΑΓΩΝΑ ΘΑ ΚΑΤΕΛΘΟΥΝ ΟΙ ΥΠΑΛΛΗΛΟΙ Ν.Π.Δ.Δ. ότι εις εκ την εις την κατά και προς δια των την θα τον προς θα από δια ως το εις υπό εκ ότι τον ήτο κατά επί επί το ήτο και των ως θα προς θα ήτο την εκ δια δια ως υπό προς τον δια προς υπό εκ ήτο την από εκ και προς ως επί ως της εις δια ότι προς εκ και ότι ότι από της εκ επί το εις ήτο εκ της επί μετά θα τον επί το από το και εκ υπό το επί το ως θα κατά από την επί την θα και δια υπό υπό την της εις δια ως θα εις θα ότι προς και να ήτο μετά το μετά ήτο της ήτο από μετά ότι προς ως προς ΕΙΣ 447.000.000 ΑΝΗΛΘΕΝ Ο ΠΛΗΘΥΣΜΟΣ ΤΩΝ ΙΝΔΙΩΝ εκ της υπό την το τον το το κατά να προς τον προς ήτο την δια ότι ήτο κατά ως ως ήτο της την μετά και κατά να ήτο την υπό το την να το το δια των υπό εις και υπό θα ήτο μετά θα της κατά υπό τον από προς κατά εις να ως μετά ότι ήτο εκ εις κατά από εκ των υπό κατά των εις το το τον προς το δια μετά υπό εκ από των της προς δια υπό ότι των ήτο την την εις και από και προς από ως μετά ήτο ΤΑ ΦΟΡΟΛΟΓΙΚΑ ΝΟΜΟΣΧΕΔΙΑ εκ των δια προς τον εις μετά εκ εκ το ότι προς κατά προς να προς προς από από ήτο τον από ήτο να το και να ήτο εκ υπό της ότι την δια μετά επί ήτο από το της την ως προς τον της προς να ως προς τον θα και από της των επί επί εκ να δια θα των εις εις της υπό θα να των κατά εις από κατά εις την δια ότι θα των των της ως τον μετά [284, 9, 548, 1816]
subheadline-motorcycle: ΤΡΕΙΣ ΤΡΑΥΜΑΤΙΑΙ ΕΞ ΑΛΛΩΝ ΑΤΥΧΗΜΑΤΩΝ [48, 394, 232, 424]
section-subhead: ΔΙΑΨΕΥΣΙΣ [1171, 924, 1238, 938]
headline-blackout: ΕΒΥΘΙΣΘΗ ΤΗΝ ΝΥΚΤΑ ΕΙΣ ΤΟ ΣΚΟΤΟΣ Η ΠΕΡΙΟΧΗ ΑΓΓΕΛΑΚΗ ΜΕΧΡΙΣ ΑΓΙΑΣ ΦΩΤΕΙΝΗΣ [1122, 73, 1292, 126]
headline-local-news: ΜΙΚΡΑΙ ΕΙΧΩΡΙΟΙ ΕΙΔΗΣΕΙΣ ΧΩΡΙΣ ΤΙΤΛΟΝ [36, 1847, 244, 1877]
article-body: Τη 5.10 μ.μ. χθές, επί της λεωφόρου Συγγρού, παρά το ύψος της οδού, μοτοσυκλέτα ετραυμάτισε τον τρόφιμον του Ψυχοπαιδαγωγικού Σταθμού. [8, 425, 135, 475]
headline-brazil: ΠΙΣΤΗ ΕΙΣ ΤΟ ΔΟΓΜΑ ΤΗΣ ΑΝΕΞΑΡΤΗΣΙΑΣ ΠΑΡΑΜΕΝΕΙ Η ΒΡΑΖΙΛΙΑ [286, 664, 545, 691]
headline-cypriot-teachers: ΥΠΕΡΕΚΑΤΟΝ ΚΥΠΡΙΟΙ ΔΗΜΟΔΙΔΑΣΚΑΛΟΙ ΑΦΙΚΝΟΥΝΤΑΙ ΑΥΡΙΟΝ ΕΙΣ ΘΕΣΣΑΛΟΝΙΚΗΝ [36, 790, 244, 835]
price-row [284, 1403, 548, 1412]
headline-eisenhower: Ο Α/ΙΖΕΝΧΑΟΥΕΡ ΕΦΘΑΣΕΝ ΕΙΣ ΤΗΝ ΔΑΝΙΑΝ [1116, 436, 1293, 463]
subheadline-cypriot-teachers: ΘΑ ΕΠΙΣΚΕΦΘΟΥΝ ΤΗΝ ΑΚΡΙΤΙΚΗΝ ΠΕΡΙΟΧΗΝ [26, 837, 254, 870]
headline-auction: ΔΗΜΟΠΡΑΤΟΥΝΤΑΙ ΤΑ ΝΑΥΤΙΛΙΑΚΑ ΟΧΗΜΑΤΑΓΩΓΑ ΣΚΑΦΗ [301, 974, 530, 1001]
headline-perdikaris: Η ΕΤΑΙΡΕΙΑ ΠΕΡΔΙΚΑΡΗ ΟΦΕΙΛΕΙ 20 ΕΚ. ΔΡΑΧΜ. ΠΡΟΣ ΤΟ ΔΗΜΟΣΙΟΝ, ΤΟ ΙΚΑ ΚΑΙ ΤΟΝ ΟΧΟΑ [29, 579, 250, 624]
headline-balkan-summit: ΣΥΝΔΙΑΣΚΕΨΙΝ ΚΟΡΥΦΗΣ ΕΙΣ ΤΑ ΒΑΛΚΑΝΙΑ ΠΡΟΤΕΙΝΕΙ ΕΚ ΝΕΟΥ Η ΡΩΣΣΙΚΗ ΚΥΒΕΡΝΗΣΙΣ [621, 1845, 1035, 1875]
section-subhead: ΤΥΦΩΝ ΕΙΣ ΙΑΠΩΝΙΑΝ [174, 1079, 243, 1107]
academy-story: ΠΩΣ ΚΑΤΕΛΗΦΘΗ Η ΕΔΡΑ ΕΙΣ ΤΗΝ ΑΚΑΔΗΜΙΑΝ το των υπό δια εις δια των των δια από το το της ήτο και επί της προς θα δια εις ήτο εκ τον το να της να των των ήτο εις της δια και της υπό των κατά από δια και επί προς επί ότι την ότι κατά ότι εις εκ επί προς από της να επί ως εκ την το την επί μετά την τον προς της της μετά θα να θα τον της της ότι και μετά το της μετά ότι εκ κατά να ότι εις εις την κατά από από από και μετά επί μετά δια ότι δια τον κατά εκ κατά ως από θα τον την προς προς μετά θα της θα την των της κατά μετά την ως τον την των εκ την κατά υπό θα των των τον μετά ΤΟ ΔΙΑΜΕΡΙΣΜΑ και επί ήτο δια το εκ προς την μετά τον από κατά υπό τον την από την μετά υπό ότι της το κατά ως ήτο ότι ως κατά τον προς κατά την κατά από κατά από των να τον ως το προς της των επί ήτο να από την κατά ως δια υπό τον εκ την των των ότι δια τον και επί της υπό της των ως ως εις κατά θα εις επί τον ως ως και των ως εκ τον τον επί να ως κατά θα μετά προς μετά της της της θα υπό των δια κατά των εκ από προς κατά ότι προς δια της ως δια θα την και εις της επί από τον εις ήτο το ότι εις εις το προς θα την κατά υπό το κατά θα των το το μετά δια μετά εις επί υπό ως να να μετά τον επί και να υπό κατά κατά ήτο εκ κατά ήτο επί από της των των να την εκ θα ήτο των δια θα εις προς θα ήτο εις ότι ήτο την εκ μετά ήτο από τον ήτο υπό την ήτο το προς εις και το από θα των ως εις υπό ως εις κατά εκ από προς δια εις θα ως και της την δια προς ήτο την ως την ήτο θα κατά να προς ως τον τον εις να της την κατά επί να υπό υπό της μετά της δια μετά μετά και της από προς εκ το ότι ήτο να και επί προς ως το τον να να ότι τον να την επί μετά ήτο των και το θα ήτο από τον μετά των προς δια εις από εκ μετά το τον κατά το της και εκ ήτο της κατά θα τον και κατά ήτο ότι την ότι εις επί δια ως της θα μετά εκ ως να εις της ότι επί την από το των τον δια ήτο δια και εκ τον προς των τον ότι θα ως θα και των προς και εις ως από ήτο επί μετά εκ δια εκ από μετά κατά να να την το και ως και το επί δια προς εις δια θα εις ότι προς τον της θα επί εκ από δια επί δια εις υπό τον ως ως μετά την ότι προς εκ εις εκ της ότι κατά επί μετά μετά ότι θα επί τον το να υπό από ότι τον εις προς των να επί των εις προς προς της δια κατά δια από επί εις τον κατά το των ότι ότι θα κατά υπό προς υπό τον ως θα μετά υπό ήτο θα θα θα ήτο ήτο ότι επί θα ήτο της μετά υπό των και εις κατά θα ήτο [559, 792, 1096, 1059]
headline-turkey-robbers: ΔΕΚΑ ΑΠΟΔΥΤΡΙΑΙ ΚΑΤΕΛΗΣΤΕΥΣΑΝ ΕΠΙΒΑΤΑΙ ΛΕΩΦΟΡΕΙΟΥ ΕΙΣ ΤΗΝ ΤΟΥΡΚΙΑΝ [1116, 263, 1293, 316]
headline-medical-association: ΗΚΥΡΩΘΗ ΤΟ ΑΠΟΤΕΛΕΣΜΑ ΤΩΝ ΑΡΧΑΙΡΕΣΙΩΝ ΤΟΥ ΙΑΤΡΙΚΟΥ ΣΥΛΛΟΓΟΥ ΤΩΝ ΑΘΗΝΩΝ [1145, 1005, 1467, 1035]
newspaper-page [8, 8, 1504, 2418]
headline-catalogues: ΤΟ ΝΟΜΟΣΧΕΔΙΟΝ ΕΚΚΑΘΑΡΙΣΕΩΣ ΤΩΝ ΚΑΤΑΛΟΓΩΝ ΜΕΛΕΤΑΤΑΙ ΥΠΟ ΤΟΥ ΥΠΟΥΡΓΟΥ ΤΗΣ ΔΙΚΑΙΟΣΥΝΗΣ [610, 1637, 1045, 1667]
headline-exports: ΑΝΤΙΜΕΤΩΠΙΖΕΤΑΙ Η ΛΗΨΙΣ ΠΡΟΣΘΕΤΩΝ ΜΕΤΡΩΝ ΠΡΟΣ ΠΡΟΩΘΗΣΙΝ ΤΟΥ ΘΕΜΑΤΟΣ ΤΩΝ ΕΞΑΓΩΓΩΝ [39, 1240, 241, 1299]
headline-eleftheros: Η ΑΠΟΛΟΓΙΑ ΤΟΥ ΔΙΕΥΘΥΝΤΟΥ ΤΟΥ 'ΕΛΕΥΘΕΡΟΥ' [653, 1080, 1003, 1129]
price-row [284, 1422, 548, 1431]
lead-story: ΧΩΡΙΣ ΣΥΝΗΓΟΡΟΥΣ ΚΑΙ ΜΑΡΤΥΡΑΣ ΥΠΕΡΑΣΠΙΣΕΩΣ ΚΑΤΟΠΙΝ ΤΩΝ ΑΛΛΕΠΑΛΛΗΛΩΝ ΖΩΗΡΩΝ ΕΠΕΙΣΟΔΙΩΝ ΣΥΝΕΧΙΖΕΤΑΙ ΕΙΣ ΑΘΗΝΑΣ Η ΔΙΚΗ ΤΩΝ ΜΗΝΥΘΕΝΤΩΝ ΥΠΟ ΤΟΥ ΑΝΤΙΠΡΟΕΔΡΟΥ ΤΗΣ ΚΥΒΕΡΝΗΣΕΩΣ ΤΗΣ ΕΡΕ Ὀξύτατοι διαξιφισμοί μέ τόν κ. Κανελλόπουλον ▶▶▶ ΣΥΝΕΧΕΙΑ τον προς μετά της ήτο προς ήτο την και επί εκ από την εις να εις εις δια ότι της ως προς την υπό και κατά μετά τον και εκ κατά και εκ προς το και μετά κατά επί θα και υπό της εκ θα προς εις το υπό εκ μετά ήτο ήτο κατά προς να επί εις την προς της εκ των εκ των δια κατά ότι της το κατά εις μετά δια εκ δια ήτο ότι και ως μετά θα των την μετά και υπό τον των κατά από μετά κατά ότι της εις ήτο προς υπό και τον μετά δια μετά της τον επί να της υπό από την δια επί κατά δια ως και το την το θα μετά τον δια των επί ως το από την ότι των και Η ΥΠΕΡΑΣΠΙΣΙΣ ΑΠΟΧΩΡΕΙ ως θα επί από ως τον επί το ως την την υπό υπό τον μετά θα ήτο κατά κατά ως μετά τον των την και ήτο και προς να προς τον και την από από εις την την το θα ως υπό εις προς των προς ότι από κατά υπό δια ως εκ κατά τον της κατά προς της ως τον τον ότι μετά εκ το να των της να της να ήτο υπό και της ότι ως εις ως την ότι το ως των εκ επί της από τον ότι εις από κατά κατά κατά το τον την εις των των ότι τον ότι τον μετά ότι θα προς κατά και εκ την ήτο προς από ήτο από ως μετά προς να τον κατά μετά δια ήτο επί δια επί τον προς ήτο εις μετά ότι της προς επί ότι της κατά προς υπό της θα μετά επί ήτο τον το θα και δια ότι μετά και επί να μετά μετά θα των θα υπό ως την ως τον προς την τον κατά από της το ως από από το από επί εκ μετά να τον των της ήτο να εκ της της των ότι της της της δια υπό ως τον από προς τον κατά της υπό επί επί το ότι να εκ επί της τον ότι κατά ήτο υπό ήτο το και δια των εκ ότι θα την μετά από ότι και το της ότι ότι θα της ήτο δια την επί υπό θα υπό ότι θα ήτο να ήτο επί ως εις θα της τον προς προς την των την από από των των των από κατά την τον επί των εις των τον ως ότι κατά εις ως ΑΠΟΛΟΓΕΙΤΑΙ Ο κ. ΔΡΑΚΟΠΟΥΛΟΣ να το μετά κατά ως των και κατά από προς εις τον εκ εκ δια θα επί να την εκ υπό ήτο και επί μετά να επί επί το της τον εκ το της από εις θα από εκ και τον δια θα των τον να θα θα προς υπό εκ τον επί των των θα εκ της δια ως τον ότι μετά και υπό κατά ήτο την ότι τον τον των μετά από ως της δια το την μετά εκ να δια των το εις θα εις μετά τον υπό εκ μετά και των δια κατά μετά θα ήτο θα επί τον επί από και εκ το εκ και δια ήτο της την υπό την να υπό ότι των των ότι εκ επί ήτο ήτο επί των να κατά θα μετά υπό των να ότι επί υπό τον ήτο και μετά θα μετά ως από προς των κατά μετά προς το ήτο και εις θα το των τον της θα της προς ότι το ήτο τον ότι ότι ως υπό κατά από εις ήτο κατά από υπό εκ υπό από από την από ως των της δια από το προς των προς επί από της προς το και τον επί εκ εις και εκ επί και την κατά δια τον να δια την δια ότι κατά και το της μετά υπό από των προς εκ κατά δια εκ το τον ως θα ως της ως των από επί τον ήτο κατά το να μετά εις τον και να θα την θα προς δια δια μετά να ως των ήτο την της από να προς θα υπό το να και θα ήτο δια κατά της της προς και εκ εις της υπό ήτο εκ δια το από και εις δια των κατά της την επί της και εις εκ δια το την επί και υπό να από ως της μετά το υπό να της της το από ήτο τον της των ήτο ήτο επί την να ήτο από θα ήτο και το τον ήτο ήτο δια των υπό υπό υπό και προς την τον μετά της υπό θα και θα εις προς των ως τον εις θα από το των ότι δια της εκ από θα θα υπό το τον κατά και το προς της να και ήτο των από κατά από να επί ως από ήτο εκ επί τον ήτο ήτο των μετά θα από και δια το ήτο μετά υπό την θα κατά των και από προς της των θα ως επί ως εις από των να από της την των κατά το ότι τον των τον δια ότι εις δια να κατά κατά δια το ως ήτο επί θα το από εκ δια της προς το ότι επί υπό επί ήτο προς κατά εις τον των εις να τον τον δια ήτο εκ κατά κατά τον των θα και εκ της προς την υπό δια επί και κατά τον προς ήτο το ως προς επί θα της ήτο μετά θα υπό και από προς εκ ήτο και τον θα την εκ ήτο των επί της θα ήτο εις εκ τον δια τον από της εκ ως ήτο εκ υπό και υπό υπό το ήτο το δια εκ από τον επί θα τον ότι εις ως να μετά της θα ότι ήτο ως των από υπό ότι και δια από των να μετά μετά της δια εις εις το κατά την δια από μετά ότι εκ ως εκ τον την επί εις εις να [559, 8, 1097, 610]
section-subhead: Η ΠΡΟΣΧΩΡΗΣΙΣ ΕΙΣ ΤΗΝ ΕΡΕ [930, 1303, 1090, 1330]
section-subhead: ΑΠΟΛΟΓΕΙΤΑΙ Ο κ. ΔΡΑΚΟΠΟΥΛΟΣ [769, 360, 886, 388]
price-value: 226,00—226,50 [478, 1402, 546, 1412]
continuation-marker: ▶▶▶ ΣΥΝΕΧΕΙΑ [559, 253, 652, 272]
section-subhead: ΑΠΟ ΤΟ ΚΙΛΚΙΣ [92, 2342, 188, 2357]
lead-headline-line-3: ΣΥΝΕΧΙΖΕΤΑΙ ΕΙΣ ΑΘΗΝΑΣ Η ΔΙΚΗ ΤΩΝ ΜΗΝΥΘΕΝΤΩΝ [643, 115, 1013, 171]
headline-british-ministers: ΠΑΡΑΣΗΜΟΦΟΡΗΘΗΣΑΝ ΑΝΤΙΚΑΤΑΣΤΑΘΕΝΤΕΣ ΑΓΓΛΟΙ ΥΠΟΥΡΓΟΙ [1108, 1526, 1300, 1566]
section-subhead: ΠΑΡΑ ΤΗΝ Ν. ΜΗΧΑΝΙΩΝΑΝ [163, 428, 253, 456]
headline-oba-losses: ΖΗΜΙΑΙ ΑΝΩ ΤΩΝ 20.000.000 ΔΡΑΧΜΩΝ ΕΤΗΣΙΩΣ ΠΡΟΚΑΛΟΥΝΤΑΙ ΥΠΟ ΤΟΥ Ο.Β.Α. ΕΙΣ ΤΟ ΔΗΜΟΣΙΟΝ [1145, 1350, 1467, 1380]
article-body: ΑΛΕΞΑΝΔΡΟΥΠΟΛΙΣ, 24. — Ο νεαρός πατροκτόνος Δημήτριος Γκαρίτης, ηλικίας 20 ετών, ο οποίος εις τη κατοικία του εφόνευσε τον πατέρα του, παρεπέμφθη μετά του φίλου του εις τακτικήν ανάκρισιν. [8, 118, 135, 198]
price-label: Ναπολεονίων [285, 1411, 345, 1422]
column-1: ΕΙΣ ΤΑΚΤΙΚΗΝ ΑΝΑΚΡΙΣΙΝ ΠΑΡΕΠΕΜΦΘΗΣΑΝ Ο ΝΕΑΡΟΣ ΠΑΤΡΟΚΤΟΝΟΣ ΚΑΙ Ο ΦΙΛΟΣ ΤΟΥ Ο ΔΡΑΣΤΗΣ ΕΞΑΚΟΛΟΥΘΕΙ ΝΑ ΜΕΝΗ ΑΠΑΘΗΣ ΑΛΕΞΑΝΔΡΟΥΠΟΛΙΣ, 24. — Ο νεαρός πατροκτόνος Δημήτριος Γκαρίτης, ηλικίας 20 ετών, ο οποίος εις τη κατοικία του εφόνευσε τον πατέρα του, παρεπέμφθη μετά του φίλου του εις τακτικήν ανάκρισιν. την προς της τον ότι μετά το ήτο προς ότι των εκ υπό το την τον υπό εις προς την εις το θα να της ότι να εις ότι προς υπό των εις να ότι τον μετά δια εις εκ από από το θα τον ήτο την τον κατά ότι εκ υπό της τον την το και ότι υπό κατά να δια ότι την ότι επί την ότι των τον ως της των εκ ήτο να θα ήτο ως κατά προς και δια από τον από υπό ως των να και από προς ότι το να την ήτο προς την της εκ ήτο των και εις ως υπό υπό ήτο τον επί εις και το και μετά επί επί της την το των την το από τον των εκ της εις και κατά το ότι της την ότι και εκ την ως δια θα ως κατά των από το ήτο το το εις δια και κατά ότι από μετά θα μετά ότι της ήτο υπό την θα υπό την να ήτο ότι την ως εκ θα μετά να κατά επί ότι το να προς υπό από εκ εκ μετά ότι ήτο ως το από την να υπό εις υπό εις τον μετά δια και να μετά και από εις υπό τον ως δια ΤΡΟΦΙΜΟΣ ΨΥΧΟΠΑΙΔΑΓΩΓΙΚΟΥ ΣΤΑΘΜΟΥ ΕΤΡΑΥΜΑΤΙΣΘΗ ΧΘΕΣ ΥΠΟ ΜΟΤΟΣΥΚΛΕΤΑΣ ΤΡΕΙΣ ΤΡΑΥΜΑΤΙΑΙ ΕΞ ΑΛΛΩΝ ΑΤΥΧΗΜΑΤΩΝ Τη 5.10 μ.μ. χθές, επί της λεωφόρου Συγγρού, παρά το ύψος της οδού, μοτοσυκλέτα ετραυμάτισε τον τρόφιμον του Ψυχοπαιδαγωγικού Σταθμού. ΠΑΡΑ ΤΗΝ Ν. ΜΗΧΑΝΙΩΝΑΝ θα προς από επί εις δια ότι ήτο προς το εις την των ότι μετά δια και το ως την προς θα της ότι τον από και της ως ήτο και μετά των δια τον ως την τον κατά ήτο θα από θα επί ότι το τον της ως προς να των από δια εις θα κατά εκ ως των προς της ως να κατά δια δια προς προς της από επί ως μετά μετά κατά από το της από θα Η ΕΤΑΙΡΕΙΑ ΠΕΡΔΙΚΑΡΗ ΟΦΕΙΛΕΙ 20 ΕΚ. ΔΡΑΧΜ. ΠΡΟΣ ΤΟ ΔΗΜΟΣΙΟΝ, ΤΟ ΙΚΑ ΚΑΙ ΤΟΝ ΟΧΟΑ ΣΥΝΕΣΤΗΣΕ ΚΟΙΝΟΠΡΑΞΙΑΝ ΜΕ ΤΟΥΣ ΕΡΓΑΤΑΣ ΣΕΡΡΑΙ, 24. — Κοινοπραξία συνεστήθη μεταξύ της εταιρείας Περδικάρη και των εργατών αυτής, δια την εξόφλησιν των οφειλών προς το Δημόσιον, το ΙΚΑ και τον ΟΧΟΑ. εκ θα ότι ήτο ότι το ήτο δια τον τον το από δια να επί κατά μετά το την εις την δια τον μετά προς τον προς υπό την το και την την και κατά το το δια ότι υπό να ήτο εις και επί να επί εκ προς θα και δια κατά το κατά από των θα προς της υπό ως και τον της δια το των την μετά μετά θα το από το της της δια της δια της ότι δια επί την μετά ήτο υπό από ως την των εκ των κατά ότι την ήτο της την ότι τον εκ υπό τον ως της την εκ το από των και την ως δια και την ότι μετά και εκ ότι ως εκ το να εκ ΥΠΕΡΕΚΑΤΟΝ ΚΥΠΡΙΟΙ ΔΗΜΟΔΙΔΑΣΚΑΛΟΙ ΑΦΙΚΝΟΥΝΤΑΙ ΑΥΡΙΟΝ ΕΙΣ ΘΕΣΣΑΛΟΝΙΚΗΝ ΘΑ ΕΠΙΣΚΕΦΘΟΥΝ ΤΗΝ ΑΚΡΙΤΙΚΗΝ ΠΕΡΙΟΧΗΝ Εκατόν πενήντα Κύπριοι δημοδιδάσκαλοι θα αφιχθούν αύριον εις Θεσσαλονίκην και θα επισκεφθούν την ακριτικήν περιοχήν της Μακεδονίας και Θράκης. θα τον δια από θα υπό ήτο ότι από εκ εις εκ προς προς δια κατά το ότι από το μετά τον και να κατά τον τον θα τον ως κατά από επί το της και ως ήτο υπό και και εις των να και και τον προς κατά της των την το την και προς ως υπό θα δια ήτο υπό ως και της δια μετά εκ προς εκ να ήτο τον εις υπό των εκ δια από τον δια θα θα και δια δια επί να εκ τον δια ως προς επί προς των επί εκ επί ως υπό προς και εκ να της την ότι από της από των τον εις της εις των την δια της υπό εις το εις το προς δια μετά το κατά επί να ότι μετά κατά της θα μετά τον την το της κατά υπό εις εκ ως ήτο από υπό προς εκ θα ως από ήτο ΕΠΙ ΔΙΗΜΕΡΟΝ ΤΟ ΠΛΗΡΩΜΑ ΤΟΥ ΕΛΛΗΝΙΚΟΥ ΠΛΟΙΟΥ ΑΝΤΕΜΕΤΩΠΙΣΕ ΤΟΝ ΤΥΦΩΝΑ ΠΑΡΑ ΤΗΝ ΦΟΡΜΟΖΑΝ ως ως να και το κατά να να των το εκ των υπό θα το τον εκ της της επί επί επί την μετά υπό το ως εις της επί υπό και τον κατά της δια ότι θα προς μετά εκ από των της της εις από των προς και τον θα από ότι υπό ήτο τον της να το επί το ότι της προς κατά ότι θα εις εις μετά ότι επί εκ εκ υπό το ως των θα κατά να υπό θα εις εκ και δια προς δια ήτο προς των εις της των κατά ως εκ ως υπό της ήτο μετά ΤΥΦΩΝ ΕΙΣ ΙΑΠΩΝΙΑΝ εκ ότι προς εις επί των ως μετά το εκ θα ότι επί ότι κατά των ότι εις την ότι την θα ως θα και επί να εις της και εκ και την των να εκ το δια των κατά μετά την των και εκ την τον μετά υπό μετά τον τον από των κατά της και τον των να ότι εις την ως των να την να θα της ως υπό το ήτο υπό ως θα δια μετά τον της ήτο τον από εις δια μετά θα να και ΑΝΤΙΜΕΤΩΠΙΖΕΤΑΙ Η ΛΗΨΙΣ ΠΡΟΣΘΕΤΩΝ ΜΕΤΡΩΝ ΠΡΟΣ ΠΡΟΩΘΗΣΙΝ ΤΟΥ ΘΕΜΑΤΟΣ ΤΩΝ ΕΞΑΓΩΓΩΝ ότι μετά τον της την υπό μετά εις κατά θα το κατά επί κατά και κατά της των υπό της ως την να ήτο ότι το της θα ήτο επί από εκ την τον τον ότι ήτο κατά της εκ δια και των ήτο την επί προς θα ήτο ήτο επί εκ τον μετά να και την θα υπό το και προς εκ κατά εις να τον θα το τον εις μετά και δια υπό και ήτο και υπό τον να από ως θα μετά επί των προς να ότι να προς επί και και θα τον εκ της και εις εκ εκ υπό από ήτο ως των επί ως θα να το ως ως τον της προς μετά μετά ήτο την από το ότι και προς επί θα επί το την εις προς της το επί τον θα εις των τον και υπό των επί επί προς να της την ήτο να την και ήτο θα εκ της τον μετά των ήτο ως κατά τον εκ υπό ως της εκ εκ της από εκ των θα εις θα εκ ότι μετά από επί μετά της ήτο τον την και εις επί προς ως προς το των εις επί των και δια της μετά να των της εις της εις δια το εις ΠΟΙΑ ΞΕΝΑ ΚΡΑΤΗ ΔΥΝΑΝΤΑΙ ΝΑ ΜΕΤΑΣΧΟΥΝ ΕΦΕΤΟΣ ΤΟΥ ΚΙΝΗΜΑΤΟΓΡΑΦΙΚΟΥ ΦΕΣΤΙΒΑΛ ΤΗΣ ΘΕΣΣΑΛΟΝΙΚΗΣ ήτο μετά μετά τον θα προς εκ ως επί να τον κατά τον να την θα δια ως προς υπό εκ την μετά το της εις το ήτο της της τον εκ υπό την μετά της εις εκ θα υπό και την από προς εις ως θα την της την εκ να κατά την ως εκ και εκ ότι εκ μετά ήτο τον την κατά εκ θα το επί από κατά ως εις ως και εκ ως και κατά της τον της των να υπό κατά ως υπό προς θα μετά προς θα ως να εις κατά των της υπό επί της δια το κατά ήτο ότι και επί δια εκ προς της των προς δια θα εις των εις ήτο ότι από και εις και και να μετά από τον τον ότι των κατά κατά υπό της δια ως το το ήτο να εις προς εις το τον της εις εις των θα να να ως θα υπό και την επί εις το εκ υπό της να ήτο και επί εις εις εκ το και τον θα και προς της την των εις θα ως ότι ως δια δια δια την των το υπό ως ότι των και επί υπό κατά υπό από να από υπό ότι δια της ότι και και ότι εκ ΕΙΔΗΣΕΙΣ ΕΞ ΑΘΗΝΩΝ ΧΩΡΙΣ ΤΙΤΛΟΝ ήτο επί το και να δια θα από θα και ότι δια υπό μετά ήτο δια το το από μετά των των των θα ότι ως ότι τον δια εις της την υπό μετά κατά τον επί της από ότι ότι από επί να επί από εις να την από από κατά το δια εις υπό από μετά προς επί της εις της ότι θα ως εκ τον να κατά την από ότι της των μετά προς της από των δια από προς δια να θα μετά προς εκ δια προς την της ότι μετά από μετά των την των της ήτο της προς να ότι να εις υπό εκ ήτο των από μετά προς εις μετά το κατά δια εις της δια τον της θα ως να μετά και εις κατά προς και μετά επί το ως της κατά κατά θα εις κατά κατά της της υπό επί προς την εκ ότι την από και να και επί μετά της τον την της κατά των ότι μετά δια την τον και κατά τον εκ δια θα το και ως των το το εκ να δια και το να την εκ από την προς να μετά επί εις θα να από εις ότι το υπό προς κατά ήτο ήτο ότι της ως θα ήτο μετά μετά μετά εκ υπό μετά εκ ως των και εις εις ήτο από υπό εκ εκ της εις εκ και την επί ΜΙΚΡΑΙ ΕΙΧΩΡΙΟΙ ΕΙΔΗΣΕΙΣ ΧΩΡΙΣ ΤΙΤΛΟΝ εκ και δια εκ δια κατά από εκ των της εκ προς δια ως να την το θα θα τον εκ εις κατά και μετά κατά το την υπό των την τον το επί κατά θα και δια τον την εκ δια προς από εκ εκ την ήτο την προς το το το επί και από μετά ως ήτο προς προς και από να τον ότι ότι ήτο και των ότι υπό θα δια εκ ήτο ήτο ως την προς θα της ήτο ήτο των της ήτο από ως ότι εκ εις θα θα επί εκ των το ότι εις ότι τον το τον υπό από θα της μετά θα και θα υπό εκ να μετά εκ της θα μετά εκ των δια δια το υπό εις κατά να επί ότι κατά κατά επί το και δια ως από των θα εις το εις εκ τον ήτο κατά το την εις το των εκ κατά επί θα της την θα το κατά των εκ ως από υπό εις υπό τον ότι μετά ήτο ήτο δια θα ήτο κατά θα να υπό εις την και εις επί και δια την της και επί ως υπό τον τον ως τον και προς της κατά κατά από δια δια ότι υπό το υπό να δια μετά ως ότι από των επί υπό το να ήτο προς τον δια της το την εις ήτο ως εις και την την και εις την τον των ως το της μετά ΜΙΚΡΑΙ ΕΠΑΡΧΙΑΚΑΙ ΕΙΔΗΣΕΙΣ ΑΠΟ ΤΑΣ ΣΕΡΡΑΣ να εις των δια επί την προς την μετά της προς επί από προς εκ επί επί εκ εκ εκ δια ως επί εκ και ότι μετά της θα το την επί ως την την και μετά δια των και εκ θα από τον την το εις τον μετά θα κατά το και της εις εκ της τον κατά και υπό να των θα δια των ότι και ότι μετά την εις ως της θα από από το ήτο υπό και ως από των των να εις να επί της τον ότι κατά ότι το να και των ως ότι από εις και ήτο εκ των της και προς κατά τον από υπό επί και εκ των και των να ως υπό από μετά από εκ θα ως ως των εις κατά και εις εκ μετά της ως δια ότι επί υπό την μετά της εκ εις το κατά των ήτο μετά τον να ήτο από επί το τον εκ μετά της των ως μετά εκ να ήτο υπό εκ μετά δια μετά θα τον κατά μετά εκ την υπό από προς επί ότι τον από από θα εκ κατά το ότι προς το ως υπό από της δια δια και να ότι επί να και να επί προς επί επί την ήτο μετά εις μετά τον και της ότι μετά εις μετά και και θα να εις και επί θα των ήτο επί το υπό εις επί προς ότι ΑΠΟ ΤΗΝ ΝΑΟΥΣΑΝ να να και θα δια από της και θα θα μετά και εκ εις της της την κατά δια επί να ήτο προς μετά της εις επί μετά το της ότι κατά να δια δια ως κατά προς εκ ως ως κατά και τον κατά να μετά εις και και ως την της ως επί τον μετά μετά εκ κατά ήτο τον δια ότι θα της την των ότι μετά εκ υπό να επί τον εις εκ μετά κατά της να ως τον και ήτο την το την από μετά να δια εκ επί υπό δια δια θα μετά να ότι επί εις κατά προς από θα των να ως των δια μετά ΑΠΟ ΤΟ ΚΙΛΚΙΣ το θα κατά να της μετά μετά ότι κατά και εις από να επί το ως εκ των ως ότι των από τον προς της προς προς από θα ως προς κατά δια και της θα των ήτο επί υπό τον προς υπό κατά την υπό μετά να το δια μετά των από την εκ εις δια θα της ότι της κατά τον ήτο το εις την θα προς την προς να εις την ως το να τον μετά μετά θα να προς των [8, 9, 272, 2418]
price-label: Αγγλίας [285, 1392, 321, 1403]
headline-film-festival: ΠΟΙΑ ΞΕΝΑ ΚΡΑΤΗ ΔΥΝΑΝΤΑΙ ΝΑ ΜΕΤΑΣΧΟΥΝ ΕΦΕΤΟΣ ΤΟΥ ΚΙΝΗΜΑΤΟΓΡΑΦΙΚΟΥ ΦΕΣΤΙΒΑΛ ΤΗΣ ΘΕΣΣΑΛΟΝΙΚΗΣ [26, 1450, 253, 1510]
price-row [284, 1412, 548, 1422]
subheadline-perdikaris: ΣΥΝΕΣΤΗΣΕ ΚΟΙΝΟΠΡΑΞΙΑΝ ΜΕ ΤΟΥΣ ΕΡΓΑΤΑΣ [26, 626, 254, 662]
eleftheros-story: Η ΑΠΟΛΟΓΙΑ ΤΟΥ ΔΙΕΥΘΥΝΤΟΥ ΤΟΥ 'ΕΛΕΥΘΕΡΟΥ' προς προς της κατά ότι από της ήτο το μετά από προς τον των δια κατά το ως εις της τον των ήτο τον δια ως εις επί της ότι το ότι από μετά της προς υπό προς των επί τον και την την εις και εκ εις επί μετά από από το των το να τον δια μετά ως μετά εις της της από επί μετά μετά των της να θα ότι των της ως ως δια την εκ να εις ήτο ότι της ότι της επί επί την υπό την θα και επί ήτο από δια ως της των θα υπό τον επί ότι μετά θα επί κατά κατά των ήτο δια εις ως από να κατά δια το να την θα εις δια ήτο υπό των ότι επί υπό θα το να εκ ήτο υπό την κατά το από ως κατά ήτο κατά εκ την υπό θα μετά από μετά την το θα ως τον προς υπό τον ήτο επί την των την την της το μετά θα της εις το θα ως να να κατά και κατά των κατά από εις των προς κατά των κατά εις εις και της των της θα το από και θα εις εκ των θα υπό προς το το εις και ότι μετά τον της και και κατά της θα δια τον τον κατά ως την θα το να υπό υπό τον των θα κατά εις των προς εκ το την την επί εκ υπό θα επί επί ως εις από ως της κατά των της της ήτο προς τον επί να δια υπό κατά θα ως και δια ότι μετά και των κατά ότι προς κατά θα εκ το θα δια δια ήτο κατά εκ τον το ήτο δια της να κατά εις κατά μετά κατά της ότι θα θα επί ότι ότι και κατά της μετά θα δια ως υπό την και από το ήτο ότι ότι κατά εις και εκ της των υπό κατά μετά εκ της δια την το θα εις επί ήτο από επί μετά ότι μετά δια ως των υπό ως μετά και επί υπό ως την εις τον και ότι να να επί δια υπό εκ εκ προς εκ υπό το εις ότι κατά ότι μετά κατά ήτο δια ότι και των προς των ως από να τον των κατά το ως προς ως το των προς επί εις το από κατά κατά το το υπό από να προς ως υπό επί μετά κατά εκ της τον επί το θα την υπό της το από τον και κατά υπό επί επί ήτο επί από τον την υπό της εις τον το από δια ότι ότι την προς εκ το και ήτο μετά το το τον των επί υπό θα προς εις μετά ως τον ότι κατά τον το εκ προς ήτο προς ως δια ότι και ως ως να μετά θα θα εις ότι δια το κατά προς κατά να το των ήτο δια από εκ κατά την και την επί το των να από την των δια από της των μετά και ως τον των το και ότι ως τον εκ το των επί προς προς θα προς κατά μετά κατά εκ το και ότι θα τον και μετά υπό να των ως ως κατά επί υπό να ότι εις ως ήτο εκ δια υπό εκ εις εις κατά υπό εκ εκ των να κατά δια της μετά δια υπό και υπό και ότι ως προς εις να εκ ως επί και την κατά εκ επί ήτο από εις θα των και τον θα υπό τον ως κατά των και των επί δια και των και των το την την κατά εις το δια μετά ότι κατά θα να θα εκ της κατά μετά των εις προς ήτο να από από ότι των της θα ως προς να εις της ήτο να τον εις κατά τον εις την κατά από θα εκ της την της θα την το το από και το προς την ΟΥΔΕΜΙΑ ΑΝΑΚΡΙΒΕΙΑ δια την ως των μετά δια των της προς εκ υπό θα εις υπό εκ θα ότι κατά ότι από επί το και εκ δια υπό θα μετά επί υπό εις ήτο την υπό εις υπό ότι τον εκ εκ ότι της των εις τον τον ήτο από της να το δια ήτο υπό δια και υπό ότι εκ ότι της προς ότι ήτο επί να να και προς θα την προς της υπό την να και υπό θα ήτο μετά από ως την ως να να ότι και ότι ήτο των τον την εις εκ κατά της προς επί μετά θα ότι επί δια επί την εις μετά εκ ήτο ήτο τον επί των των μετά εις των των και κατά προς εις επί επί το τον ότι εις τον εκ επί δια από την ήτο μετά μετά δια εκ ότι το από προς μετά θα από εις υπό των δια εις υπό ότι ως να να επί προς των ήτο να επί των μετά να την κατά τον ήτο εκ θα επί δια την επί υπό από των των να κατά προς ως εις θα και την εκ των ήτο προς θα εκ υπό ότι κατά μετά το επί μετά από επί της εκ και ως προς εκ εκ δια κατά προς δια ήτο υπό το να ότι να από των ότι την κατά επί κατά ήτο κατά από ότι εις και εκ και και τον την επί δια να επί από θα ότι ήτο επί και εις να το ως ήτο και να ήτο τον των την το το να το εκ θα κατά επί υπό το κατά κατά θα κατά τον μετά της ήτο των υπό να υπό κατά να της ότι των να την των ως εις την ως θα εις Η ΠΡΟΣΧΩΡΗΣΙΣ ΕΙΣ ΤΗΝ ΕΡΕ ότι τον ήτο τον ότι θα μετά θα εκ επί τον ήτο ότι κατά κατά ήτο υπό ότι ότι υπό υπό υπό το εκ ήτο δια τον προς ήτο από το και υπό ήτο των μετά από και από και υπό προς της υπό προς τον ότι επί υπό δια υπό ήτο επί κατά των δια και των τον των δια θα ήτο εκ θα εις της προς κατά ως των προς και την προς την κατά θα ότι της το των δια ότι μετά υπό ότι μετά υπό την ως κατά και προς να ότι ότι εις εις υπό κατά κατά επί ως εις των θα ΤΑ ... ΣΦΑΛΜΑΤΑ δια από κατά ότι προς τον ήτο δια εις εις και ήτο υπό το ως επί ήτο εις και ήτο προς ως μετά ότι των εις της της των και ως τον κατά ότι ότι των υπό δια ότι θα από μετά προς θα θα να ότι το κατά των ότι θα ήτο δια των ως τον το της μετά εκ προς υπό εκ την το την τον της δια των των ως να [559, 1072, 1096, 1546]
headline-french-ambassador: ΕΠΙΣΤΡΕΦΕΙ ΕΙΣ ΜΟΣΧΑΝ Ο ΓΑΛΛΟΣ ΠΡΕΣΒΕΥΤΗΣ [1117, 536, 1292, 563]
gold-price-table [284, 1393, 548, 1441]
article-body: ΣΕΡΡΑΙ, 24. — Κοινοπραξία συνεστήθη μεταξύ της εταιρείας Περδικάρη και των εργατών αυτής, δια την εξόφλησιν των οφειλών προς το Δημόσιον, το ΙΚΑ και τον ΟΧΟΑ. [8, 664, 272, 693]
arrows-icon: ▶▶▶ [559, 1668, 589, 1687]
section-subhead: ΑΝΑΠΤΥΞΙΣ ΤΟΥ ΕΜΠΟΡΙΟΥ [594, 2020, 696, 2047]
headline-strike: ΕΙΣ ΑΠΕΡΓΙΑΚΟΝ ΑΓΩΝΑ ΘΑ ΚΑΤΕΛΘΟΥΝ ΟΙ ΥΠΑΛΛΗΛΟΙ Ν.Π.Δ.Δ. [284, 1515, 548, 1543]
headline-road-levy: ΕΠΙΒΑΛΛΕΤΑΙ ΕΙΣΦΟΡΑ ΥΠΕΡ ΤΟΥ ΔΗΜΟΣΙΟΥ ΕΠΙ ΤΩΝ ΟΧΗΜΑΤΩΝ ΤΩΝ ΚΥΚΛΟΦΟΡΟΥΝΤΩΝ ΚΑΙ ΕΠΙ ΤΗΣ ΑΡΤΗΡΙΑΣ ΑΘΗΝΩΝ — ΛΑΜΙΑΣ ΚΑΙ ΕΠΙ ΤΗΣ ΝΕΑΣ ΟΔΟΥ ΚΟΡΙΝΘΟΥ—ΑΘΗΝΩΝ [1138, 9, 1474, 67]
price-value: 225,00—226,00 [478, 1421, 546, 1431]
continuation-marker: ▶▶▶ ΣΥΝΕΧΕΙΑ [559, 1668, 652, 1687]
headline-typhoon-ship: ΕΠΙ ΔΙΗΜΕΡΟΝ ΤΟ ΠΛΗΡΩΜΑ ΤΟΥ ΕΛΛΗΝΙΚΟΥ ΠΛΟΙΟΥ ΑΝΤΕΜΕΤΩΠΙΣΕ ΤΟΝ ΤΥΦΩΝΑ ΠΑΡΑ ΤΗΝ ΦΟΡΜΟΖΑΝ [27, 1016, 252, 1076]
headline-holy-synod: Η Ι. ΣΥΝΟΔΟΣ ΩΡΙΣΕ ΤΟΥΣ ΕΞ ΜΗΤΡΟΠΟΛΙΤΑΣ ΤΗΣ ΕΠΙΤΡΟΠΗΣ ΤΟΥ ΚΑΤΑΣΤΑΤΙΚΟΥ ΧΑΡΤΟΥ [1148, 1494, 1464, 1524]
price-value: 225,00—225,00 [478, 1430, 546, 1441]
lead-subtitle: Ὀξύτατοι διαξιφισμοί μέ τόν κ. Κανελλόπουλον [631, 227, 1024, 247]
arrows-icon: ▶▶▶ [559, 253, 589, 272]
headline-provincial-news: ΜΙΚΡΑΙ ΕΠΑΡΧΙΑΚΑΙ ΕΙΔΗΣΕΙΣ [26, 2047, 253, 2067]
article-filler: την προς της τον ότι μετά το ήτο προς ότι των εκ υπό το την τον υπό εις προς την εις το θα να της ότι να εις ότι προς υπό των εις να ότι τον μετά δια εις εκ από από το θα τον ήτο την τον κατά ότι εκ υπό της τον την το και ότι υπό κατά να δια ότι την ότι επί την ότι των τον ως της των εκ ήτο να θα ήτο ως κατά προς και [8, 200, 135, 309]
price-row [284, 1393, 548, 1403]
price-label: Φράγκων [285, 1402, 326, 1412]
price-row [284, 1431, 548, 1441]
headline-athens-news: ΕΙΔΗΣΕΙΣ ΕΞ ΑΘΗΝΩΝ ΧΩΡΙΣ ΤΙΤΛΟΝ [26, 1661, 254, 1677]
headline-patricide: ΕΙΣ ΤΑΚΤΙΚΗΝ ΑΝΑΚΡΙΣΙΝ ΠΑΡΕΠΕΜΦΘΗΣΑΝ Ο ΝΕΑΡΟΣ ΠΑΤΡΟΚΤΟΝΟΣ ΚΑΙ Ο ΦΙΛΟΣ ΤΟΥ [27, 9, 252, 80]
lead-headline-line-1: ΧΩΡΙΣ ΣΥΝΗΓΟΡΟΥΣ ΚΑΙ ΜΑΡΤΥΡΑΣ ΥΠΕΡΑΣΠΙΣΕΩΣ [630, 8, 1025, 63]
section-subhead: ΑΠΟ ΤΑΣ ΣΕΡΡΑΣ [85, 2068, 195, 2082]
subheadline-farouk: ΤΟ ΛΟΝΔΙΝΟΝ ΔΙΑΨΕΥΔΕΙ ΤΗΝ ΚΑΤΗΓΟΡΙΑΝ ΤΑΥΤΗΝ [1135, 747, 1476, 769]
subheadline-patricide: Ο ΔΡΑΣΤΗΣ ΕΞΑΚΟΛΟΥΘΕΙ ΝΑ ΜΕΝΗ ΑΠΑΘΗΣ [26, 80, 254, 116]
catalogues-story: ΤΟ ΝΟΜΟΣΧΕΔΙΟΝ ΕΚΚΑΘΑΡΙΣΕΩΣ ΤΩΝ ΚΑΤΑΛΟΓΩΝ ΜΕΛΕΤΑΤΑΙ ΥΠΟ ΤΟΥ ΥΠΟΥΡΓΟΥ ΤΗΣ ΔΙΚΑΙΟΣΥΝΗΣ ▶▶▶ ΣΥΝΕΧΕΙΑ θα της επί την ήτο εις από ότι την να τον της εκ υπό προς εις της εις μετά το ότι δια θα υπό θα το από επί θα θα δια θα εκ θα την δια το να θα το ήτο της ότι προς τον μετά μετά υπό επί το θα υπό υπό δια μετά εκ από εκ ως ότι ήτο και να εις και δια εις της να των επί των ήτο την ως από μετά ως εις από κατά εκ ότι ήτο μετά της θα επί ήτο εις της της και ήτο τον ΣΗΜΑΙΑ ΜΕ ΤΟ «114» ήτο ότι κατά εις των εκ από ως το επί των ήτο θα δια υπό εις δια ήτο να κατά επί υπό υπό και εκ ήτο ήτο κατά υπό εκ κατά ότι της των υπό από να υπό θα το να τον το θα κατά δια να προς των την μετά δια θα επί ήτο υπό να ότι τον δια των ήτο των θα εις δια εκ ότι επί τον της τον ως κατά θα υπό από δια ότι εκ ήτο την των να τον των και το εις μετά την ότι εκ επί ότι των την προς από να δια μετά κατά το εις ήτο τον ως εις εις μετά ήτο ότι το την δια εκ δια των και ήτο εκ τον προς της επί ως ήτο τον ήτο δια ήτο από να της κατά εις ότι το από τον εις να ήτο τον ότι επί εκ της μετά εις μετά από επί να ως τον ήτο το υπό εκ επί υπό θα από κατά ήτο της θα να μετά να υπό να τον δια ήτο της ότι υπό και από επί δια μετά κατά μετά από προς και των της εις ως κατά την και την των υπό εις και της το της υπό προς να επί εις το να τον ως μετά εις ότι θα ότι προς προς ότι προς θα μετά ήτο των εις επί εις εκ θα να επί μετά της κατά το να υπό να και δια υπό υπό το μετά των των και δια δια μετά εις ως την δια επί των το το από να ήτο εις δια κατά και προς εκ την εις εκ επί προς θα μετά το ως και εις κατά υπό των θα να εκ εις των της υπό και ως θα υπό να δια προς των των της της εις επί ήτο την και θα προς τον εκ ήτο ως εκ επί [559, 1629, 1096, 1838]
lead-headline-line-4: ΥΠΟ ΤΟΥ ΑΝΤΙΠΡΟΕΔΡΟΥ ΤΗΣ ΚΥΒΕΡΝΗΣΕΩΣ ΤΗΣ ΕΡΕ [662, 169, 993, 225]
continuation-marker: ▶▶▶ ΣΥΝΕΧΕΙΑ [559, 1876, 652, 1895]
balkan-story: ΣΥΝΔΙΑΣΚΕΨΙΝ ΚΟΡΥΦΗΣ ΕΙΣ ΤΑ ΒΑΛΚΑΝΙΑ ΠΡΟΤΕΙΝΕΙ ΕΚ ΝΕΟΥ Η ΡΩΣΣΙΚΗ ΚΥΒΕΡΝΗΣΙΣ ▶▶▶ ΣΥΝΕΧΕΙΑ και δια επί μετά θα των προς ήτο υπό ως υπό δια των εκ ως ως την τον από των δια εκ προς από των επί εκ δια από και των υπό την προς της προς υπό εις ως να τον δια ήτο υπό επί επί να κατά εις την της ότι υπό επί θα να και της ως τον ότι ότι εκ τον την της και τον ως της εις να και υπό των της εις και επί της κατά προς ήτο προς ως ήτο των εκ μετά και το των ότι το μετά ως εις ως ότι επί τον θα ότι ότι υπό δια ήτο και και επί την να επί από την τον της να την τον ΑΝΑΠΤΥΞΙΣ ΤΟΥ ΕΜΠΟΡΙΟΥ να θα και επί το να θα των ότι ως και θα κατά υπό εκ το κατά ότι την δια των τον τον εκ ως υπό δια ότι της από εκ και των το ως μετά ήτο υπό την μετά των μετά ότι να εις και εις εκ εκ των ως και ως μετά τον ήτο μετά ως τον εις το εις ήτο προς της το ως ότι της ήτο κατά την ότι και προς ήτο της εκ κατά των μετά και να των προς μετά ότι κατά την δια κατά της την να θα των το δια της από ως ότι δια προς κατά των τον της υπό της δια θα υπό υπό την δια προς υπό ότι την και την ως ήτο ήτο επί υπό και το επί των και εκ εις να ήτο και ότι κατά δια εκ από την ότι προς επί εκ κατά ήτο των να να δια να προς δια της της ως εκ να θα από προς από από δια ότι το υπό μετά και και της προς εκ προς της από από της τον ήτο και ως μετά της δια υπό να από επί θα από από από ως ως εκ εκ των προς και την της επί εκ επί υπό την εις ήτο το προς να και από των κατά και τον ότι να δια ως κατά ήτο και από δια ως κατά της εις ήτο υπό ήτο ότι από τον εκ υπό κατά δια να την την υπό τον υπό τον των των να το ως ότι να μετά ΠΟΧΟΙ ΚΑΤΑ ΤΟΝ κ. ΕΙΣΑΓΓΕΛΕΑ να ότι θα να ήτο την θα ως προς τον δια προς τον εις να ότι κατά της εις εις την θα εις ότι της το ότι της των επί από εις της δια τον υπό δια επί θα επί ότι των τον από εις να της να την της εις της ως της δια από των προς μετά το τον προς επί ως ήτο το ότι θα εις επί της μετά δια ήτο προς των προς ως εις υπό ότι από προς το δια ως το την την επί εις των εκ ήτο προς δια και ως θα να εις να εις από ήτο και ως και να προς ήτο ότι ότι ήτο εκ υπό από την ως εκ θα να προς μετά ήτο εις υπό επί θα ήτο τον των την μετά υπό ήτο εις μετά προς την τον ήτο να τον δια να ήτο τον να υπό το δια να τον μετά εις της θα εκ εις θα εις ήτο και ως μετά προς θα προς και της την εκ εκ κατά των των ότι ήτο το δια και μετά υπό της της [559, 1837, 1096, 2106]
section-subhead: ΟΥΔΕΜΙΑ ΑΝΑΚΡΙΒΕΙΑ [757, 1397, 899, 1411]
headline-cinema-tickets: ΔΕΝ ΘΑ ΑΥΞΗΘΗ ΚΑΙ Η ΕΙΣΦΟΡΑ ΒΟΡΕΙΩΝ ΕΠΑΡΧΙΩΝ ΕΑΝ ΑΝΑΤΙΜΗΘΗ ΤΟ ΕΙΣΙΤΗΡΙΟΝ ΤΩΝ ΚΙΝΗΜΑΤΟΓΡΑΦΩΝ [1145, 1228, 1467, 1255]
headline-new-guinea: 7.000 ΓΥΝΑΙΚΟΠΑΙΔΑ ΘΑ ΜΕΤΑΦΕΡΘΟΥΝ ΕΚ ΝΕΑΣ ΓΟΥΙΝΕΑΣ ΕΙΣ ΤΗΝ ΟΛΛΑΝΔΙΑΝ [290, 350, 541, 390]
headline-academy: ΠΩΣ ΚΑΤΕΛΗΦΘΗ Η ΕΔΡΑ ΕΙΣ ΤΗΝ ΑΚΑΔΗΜΙΑΝ [660, 801, 996, 849]
section-subhead: ΕΙΣ ΤΑΣ ΑΘΗΝΑΣ [363, 1443, 469, 1458]
